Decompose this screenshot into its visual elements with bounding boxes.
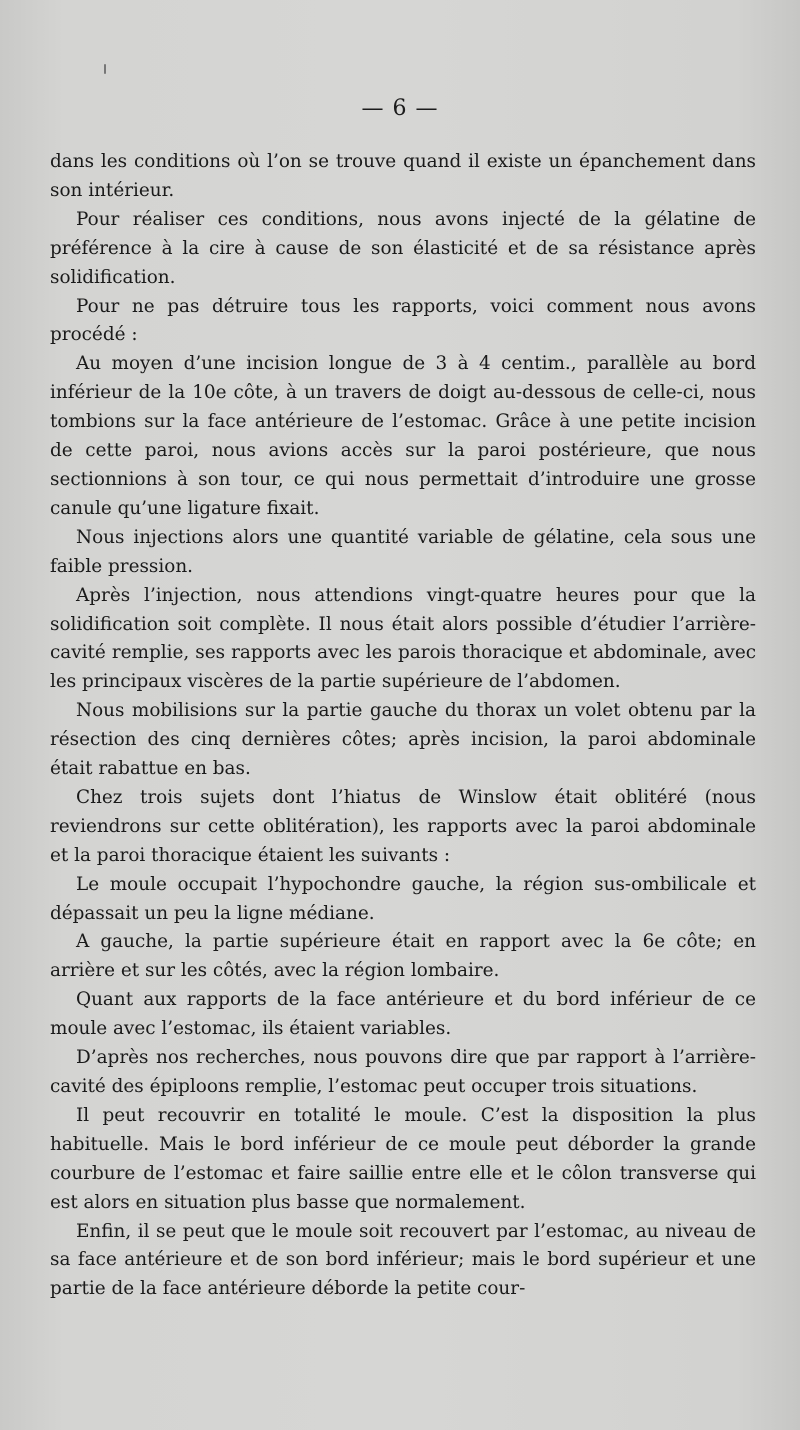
paragraph-three-situations: D’après nos recherches, nous pouvons dire que par rapport à l’arrière-cavité des épiploons remplie, l’estomac peut occuper trois situations.	[50, 1047, 756, 1097]
paragraph-stomach-relations: Quant aux rapports de la face antérieure et du bord inférieur de ce moule avec l’estomac, ils étaient variables.	[50, 989, 756, 1040]
paragraph-situation-three: Enfin, il se peut que le moule soit recouvert par l’estomac, au niveau de sa face antérieure et de son bord inférieur; mais le bord supérieur et une partie de la face antérieure déborde la petite cour-	[50, 1220, 756, 1300]
body-text	[50, 148, 756, 1304]
paragraph-continuation: dans les conditions où l’on se trouve quand il existe un épanchement dans son intérieur.	[50, 151, 756, 201]
paragraph-left-side: A gauche, la partie supérieure était en rapport avec la 6e côte; en arrière et sur les côtés, avec la région lombaire.	[50, 931, 756, 982]
scan-speck	[104, 64, 106, 74]
paragraph-injection-rationale: Pour réaliser ces conditions, nous avons injecté de la gélatine de préférence à la cire à cause de son élasticité et de sa résistance après solidification.	[50, 208, 756, 288]
paragraph-procedure-intro: Pour ne pas détruire tous les rapports, voici comment nous avons procédé :	[50, 295, 756, 346]
paragraph-situation-one-two: Il peut recouvrir en totalité le moule. C’est la disposition la plus habituelle. Mais le bord inférieur de ce moule peut déborder la grande courbure de l’estomac et faire saillie entre elle et le côlon transverse qui est alors en situation plus basse que normalement.	[50, 1104, 756, 1213]
page-number: — 6 —	[361, 96, 439, 121]
paragraph-incision: Au moyen d’une incision longue de 3 à 4 centim., parallèle au bord inférieur de la 10e côte, à un travers de doigt au-dessous de celle-ci, nous tombions sur la face antérieure de l’estomac. Grâce à une petite incision de cette paroi, nous avions accès sur la paroi postérieure, que nous sectionnions à son tour, ce qui nous permettait d’introduire une grosse canule qu’une ligature fixait.	[50, 353, 756, 519]
paragraph-solidification: Après l’injection, nous attendions vingt-quatre heures pour que la solidification soit complète. Il nous était alors possible d’étudier l’arrière-cavité remplie, ses rapports avec les parois thoracique et abdominale, avec les principaux viscères de la partie supérieure de l’abdomen.	[50, 584, 756, 693]
paragraph-mold-position: Le moule occupait l’hypochondre gauche, la région sus-ombilicale et dépassait un peu la ligne médiane.	[50, 873, 756, 924]
paragraph-injection: Nous injections alors une quantité variable de gélatine, cela sous une faible pression.	[50, 526, 756, 577]
paragraph-thorax-flap: Nous mobilisions sur la partie gauche du thorax un volet obtenu par la résection des cinq dernières côtes; après incision, la paroi abdominale était rabattue en bas.	[50, 700, 756, 780]
paragraph-three-subjects: Chez trois sujets dont l’hiatus de Winslow était oblitéré (nous reviendrons sur cette oblitération), les rapports avec la paroi abdominale et la paroi thoracique étaient les suivants :	[50, 786, 756, 866]
